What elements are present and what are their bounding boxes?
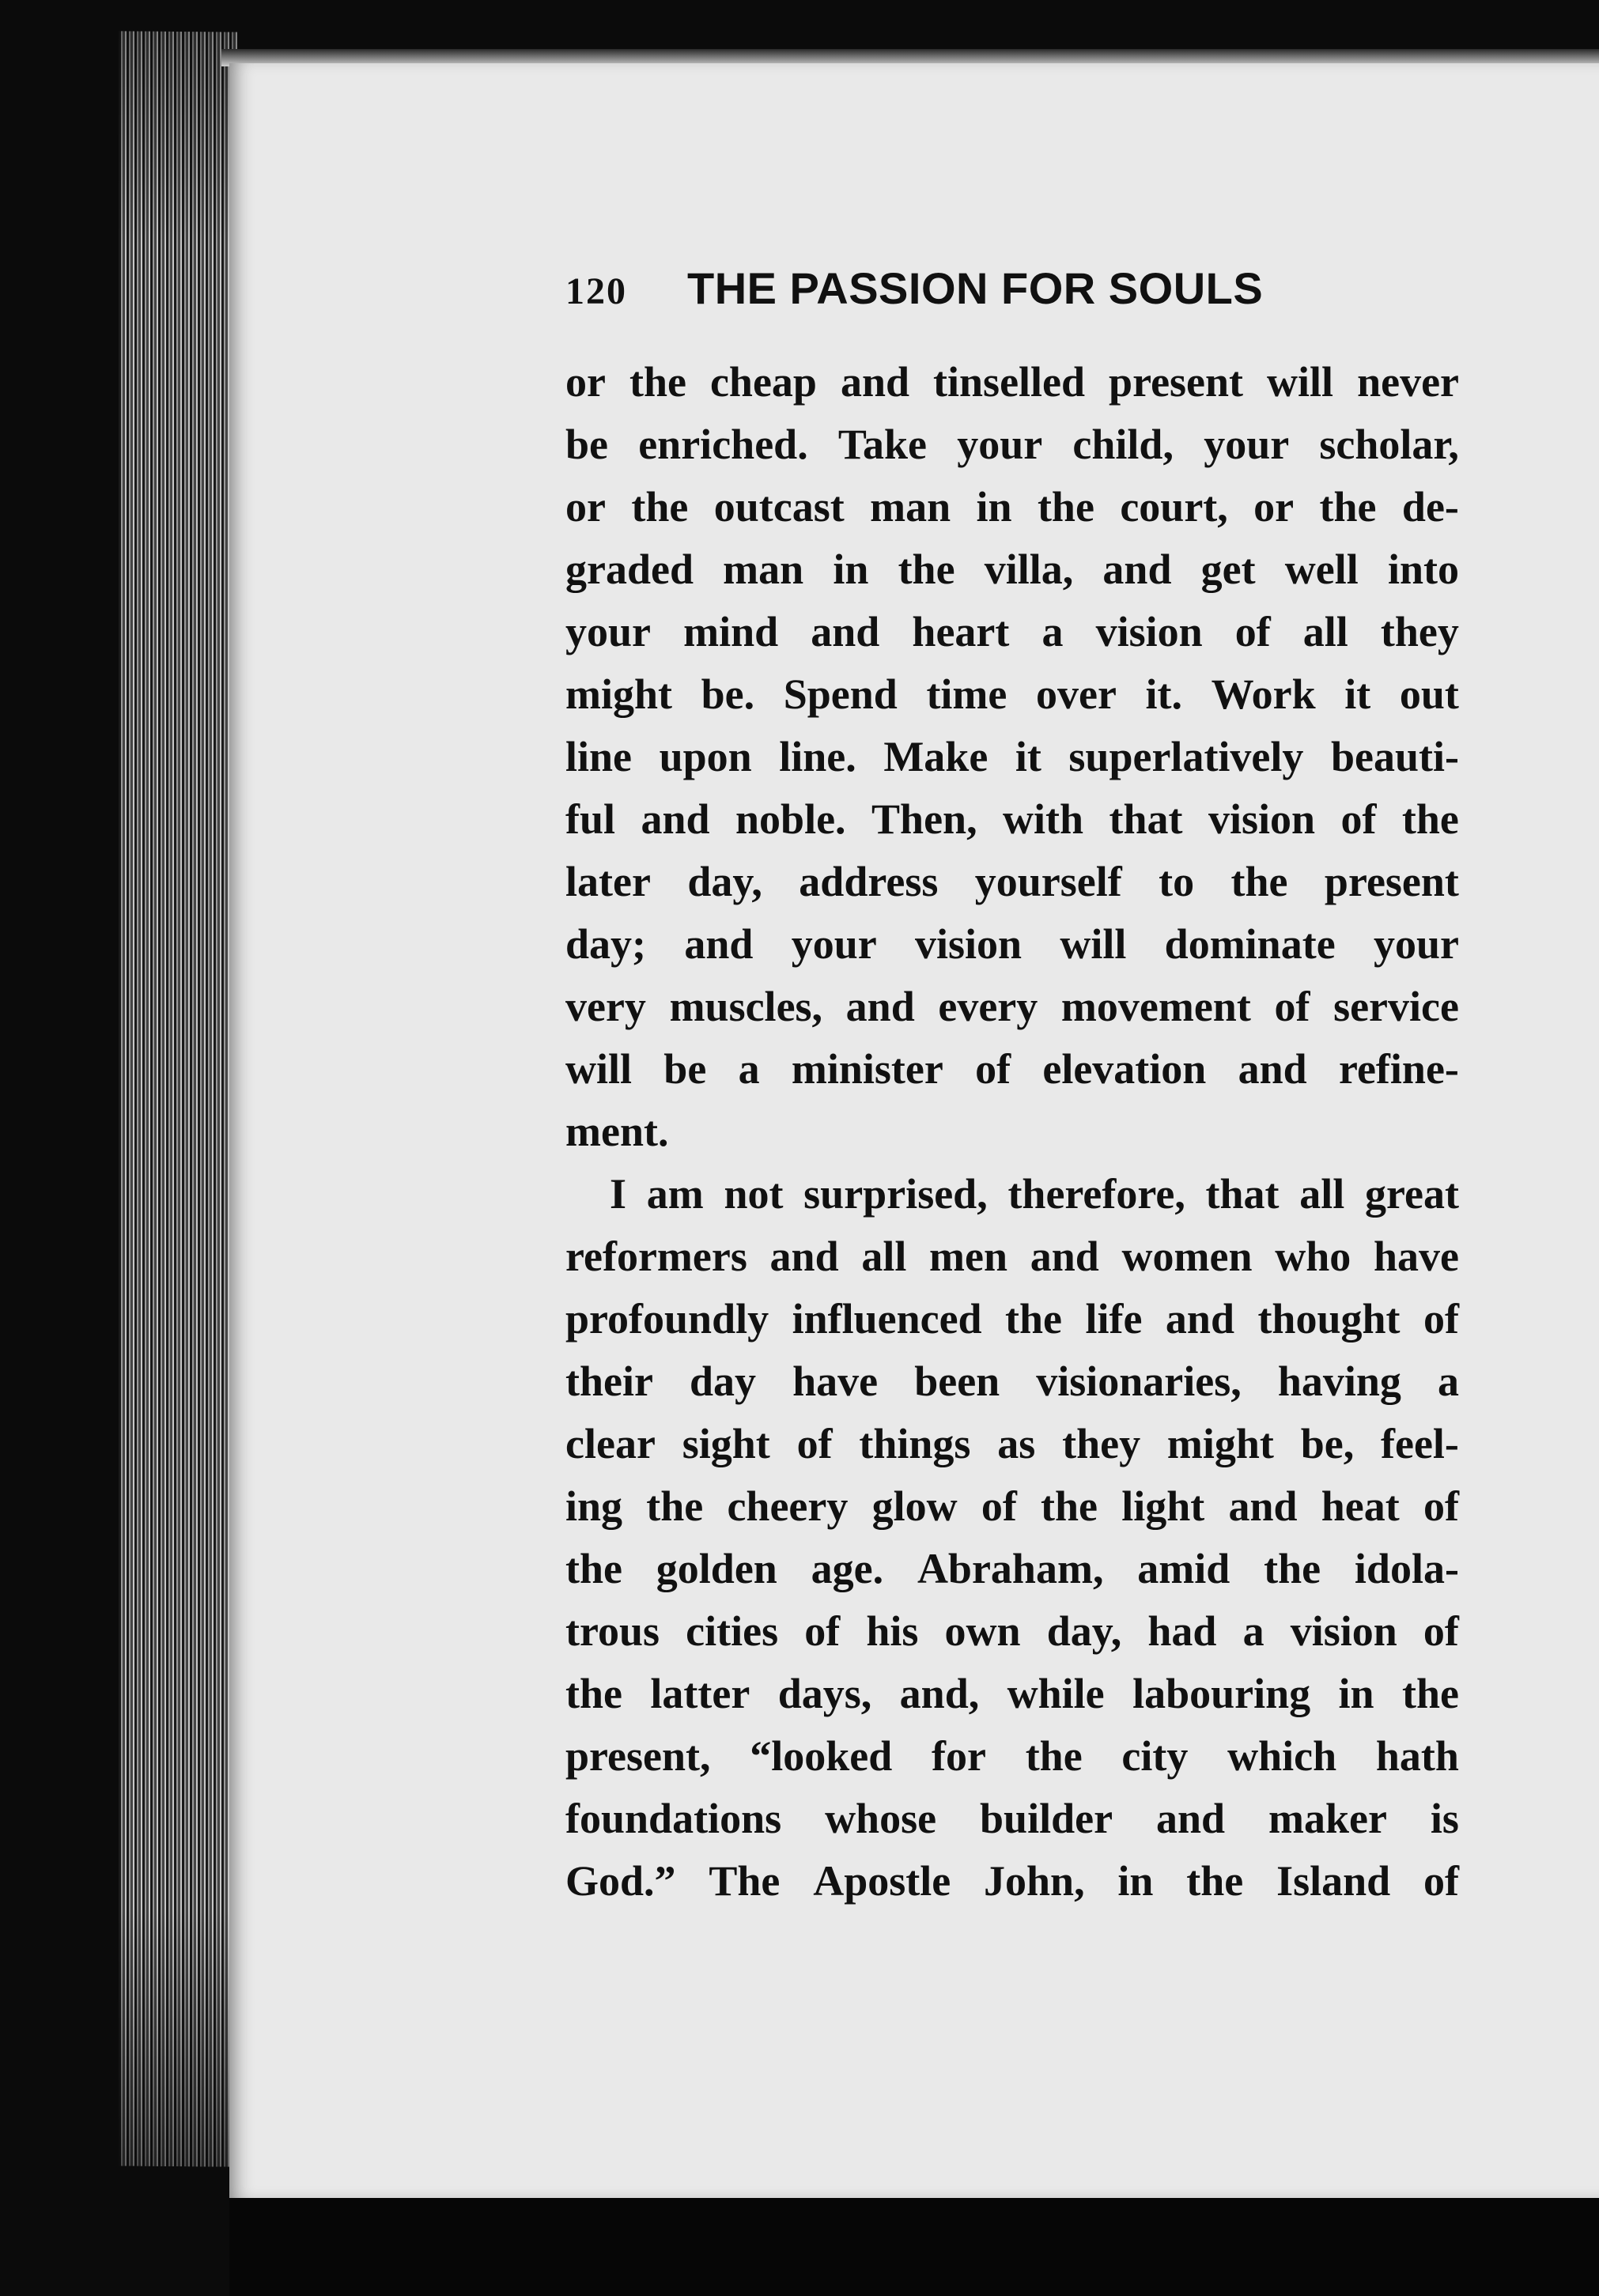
text-line [565, 1225, 1459, 1288]
word: of [796, 1420, 833, 1467]
word: day, [687, 858, 762, 905]
word: minister [791, 1045, 943, 1093]
word: profoundly [565, 1295, 769, 1342]
word: glow [871, 1482, 958, 1530]
word: the [646, 1482, 704, 1530]
word: cities [686, 1607, 779, 1655]
word: a [738, 1045, 760, 1093]
word: of [804, 1607, 841, 1655]
text-line [565, 351, 1459, 414]
word: be. [701, 670, 755, 718]
word: I [610, 1170, 627, 1218]
text-line [565, 1475, 1459, 1538]
word: the [1319, 483, 1377, 531]
word: the [1037, 483, 1094, 531]
word: and [845, 983, 915, 1030]
word: the [629, 358, 686, 406]
word: will [1060, 920, 1127, 968]
word: dominate [1164, 920, 1336, 968]
text-line [565, 1600, 1459, 1663]
word: influenced [792, 1295, 982, 1342]
word: Make [883, 733, 989, 780]
word: life [1085, 1295, 1143, 1342]
word: they [1062, 1420, 1141, 1467]
text-line-paragraph-end: ment. [565, 1108, 669, 1155]
word: and, [899, 1670, 980, 1717]
word: graded [565, 546, 694, 593]
word: Work [1211, 670, 1316, 718]
word: present [1109, 358, 1244, 406]
text-line [565, 414, 1459, 476]
word: of [1274, 983, 1310, 1030]
text-line [565, 1788, 1459, 1850]
word: great [1365, 1170, 1459, 1218]
word: of [1423, 1295, 1459, 1342]
word: address [799, 858, 939, 905]
word: time [926, 670, 1007, 718]
word: a [1242, 1607, 1264, 1655]
word: movement [1060, 983, 1251, 1030]
word: Island [1276, 1857, 1391, 1905]
word: sight [682, 1420, 770, 1467]
word: whose [825, 1795, 937, 1842]
word: be, [1300, 1420, 1355, 1467]
word: of [1423, 1482, 1459, 1530]
word: and [1228, 1482, 1298, 1530]
word: The [709, 1857, 781, 1905]
word: will [565, 1045, 633, 1093]
word: which [1227, 1732, 1337, 1780]
text-line [565, 1663, 1459, 1725]
page-header [565, 262, 1459, 326]
word: of [981, 1482, 1017, 1530]
text-line [565, 726, 1459, 788]
word: mind [683, 608, 779, 655]
word: his [866, 1607, 919, 1655]
word: idola- [1354, 1545, 1459, 1592]
word: line. [779, 733, 856, 780]
word: the [1005, 1295, 1063, 1342]
word: heat [1321, 1482, 1400, 1530]
word: in [1117, 1857, 1154, 1905]
word: Take [837, 421, 927, 468]
word: and [641, 795, 710, 843]
word: never [1357, 358, 1459, 406]
word: own [944, 1607, 1021, 1655]
word: surprised, [803, 1170, 988, 1218]
word: men [929, 1233, 1008, 1280]
word: present [1324, 858, 1459, 905]
word: day [690, 1358, 757, 1405]
word: enriched. [638, 421, 808, 468]
word: and [1102, 546, 1172, 593]
word: your [1373, 920, 1459, 968]
word: and [1165, 1295, 1234, 1342]
word: child, [1072, 421, 1174, 468]
word: scholar, [1319, 421, 1459, 468]
word: of [1340, 795, 1377, 843]
word: things [859, 1420, 971, 1467]
word: villa, [984, 546, 1074, 593]
word: noble. [735, 795, 846, 843]
word: all [1299, 1170, 1345, 1218]
text-line [565, 1725, 1459, 1788]
page-number: 120 [565, 270, 627, 312]
word: or [565, 483, 606, 531]
word: muscles, [669, 983, 823, 1030]
word: that [1205, 1170, 1280, 1218]
running-title: THE PASSION FOR SOULS [687, 263, 1264, 313]
word: days, [777, 1670, 872, 1717]
word: age. [811, 1545, 884, 1592]
word: and [1238, 1045, 1307, 1093]
word: their [565, 1358, 653, 1405]
word: and [769, 1233, 839, 1280]
word: therefore, [1007, 1170, 1185, 1218]
word: Spend [783, 670, 898, 718]
word: the [1402, 1670, 1459, 1717]
word: am [646, 1170, 704, 1218]
word: having [1277, 1358, 1401, 1405]
word: clear [565, 1420, 656, 1467]
word: in [1338, 1670, 1374, 1717]
word: maker [1268, 1795, 1387, 1842]
text-line [565, 538, 1459, 601]
word: a [1437, 1358, 1459, 1405]
word: be [565, 421, 608, 468]
word: ing [565, 1482, 623, 1530]
word: man [723, 546, 804, 593]
word: it [1015, 733, 1041, 780]
word: beauti- [1330, 733, 1459, 780]
word: outcast [713, 483, 845, 531]
word: ful [565, 795, 616, 843]
word: the [1264, 1545, 1321, 1592]
word: might [1166, 1420, 1274, 1467]
word: city [1121, 1732, 1189, 1780]
word: a [1041, 608, 1064, 655]
word: have [1373, 1233, 1459, 1280]
word: the [631, 483, 689, 531]
word: Abraham, [917, 1545, 1104, 1592]
text-line [565, 1413, 1459, 1475]
word: while [1007, 1670, 1105, 1717]
word: feel- [1381, 1420, 1459, 1467]
word: service [1333, 983, 1459, 1030]
word: that [1109, 795, 1183, 843]
word: vision [1208, 795, 1316, 843]
word: over [1035, 670, 1117, 718]
word: and [1030, 1233, 1099, 1280]
text-line [565, 851, 1459, 913]
word: the [565, 1545, 622, 1592]
word: refine- [1338, 1045, 1459, 1093]
word: all [1302, 608, 1348, 655]
word: superlatively [1068, 733, 1304, 780]
word: day; [565, 920, 647, 968]
word: labouring [1132, 1670, 1311, 1717]
word: women [1121, 1233, 1253, 1280]
word: light [1121, 1482, 1205, 1530]
word: every [938, 983, 1038, 1030]
word: have [792, 1358, 879, 1405]
word: of [1234, 608, 1271, 655]
word: the [898, 546, 955, 593]
word: get [1200, 546, 1256, 593]
word: is [1430, 1795, 1459, 1842]
word: to [1159, 858, 1195, 905]
word: the [1230, 858, 1288, 905]
word: elevation [1042, 1045, 1207, 1093]
text-line [565, 476, 1459, 538]
word: they [1380, 608, 1459, 655]
word: will [1267, 358, 1334, 406]
word: well [1284, 546, 1359, 593]
word: of [1423, 1857, 1459, 1905]
word: your [1204, 421, 1290, 468]
text-line [565, 913, 1459, 976]
word: very [565, 983, 646, 1030]
word: and [684, 920, 754, 968]
text-line [565, 1288, 1459, 1350]
word: thought [1257, 1295, 1401, 1342]
word: cheap [709, 358, 817, 406]
word: or [1253, 483, 1295, 531]
word: vision [1095, 608, 1203, 655]
word: the [1401, 795, 1459, 843]
word: vision [914, 920, 1023, 968]
word: tinselled [933, 358, 1086, 406]
body-text [565, 351, 1459, 1913]
word: trous [565, 1607, 660, 1655]
text-line [565, 976, 1459, 1038]
word: later [565, 858, 651, 905]
word: in [976, 483, 1012, 531]
text-line [565, 601, 1459, 663]
word: latter [650, 1670, 750, 1717]
text-line [565, 1038, 1459, 1101]
word: with [1003, 795, 1084, 843]
word: might [565, 670, 672, 718]
word: the [1186, 1857, 1244, 1905]
word: into [1387, 546, 1459, 593]
word: John, [984, 1857, 1085, 1905]
word: hath [1375, 1732, 1459, 1780]
word: amid [1137, 1545, 1230, 1592]
word: it [1344, 670, 1371, 718]
word: and [840, 358, 910, 406]
word: and [811, 608, 880, 655]
word: in [833, 546, 869, 593]
word: out [1399, 670, 1459, 718]
word: for [932, 1732, 986, 1780]
word: “looked [750, 1732, 893, 1780]
word: court, [1120, 483, 1228, 531]
word: Apostle [813, 1857, 951, 1905]
word: golden [656, 1545, 777, 1592]
word: it. [1145, 670, 1183, 718]
word: Then, [871, 795, 977, 843]
word: not [724, 1170, 784, 1218]
word: man [870, 483, 951, 531]
text-line [565, 1850, 1459, 1913]
word: line [565, 733, 633, 780]
book-page-edges [119, 31, 237, 2166]
text-line-paragraph-start [565, 1163, 1459, 1225]
word: your [957, 421, 1043, 468]
word: all [861, 1233, 907, 1280]
word: visionaries, [1036, 1358, 1242, 1405]
word: the [1025, 1732, 1083, 1780]
word: de- [1401, 483, 1459, 531]
word: upon [659, 733, 752, 780]
word: your [791, 920, 877, 968]
word: yourself [974, 858, 1122, 905]
scan-bottom-border [229, 2198, 1599, 2296]
word: who [1275, 1233, 1351, 1280]
word: your [565, 608, 651, 655]
word: had [1147, 1607, 1217, 1655]
word: God.” [565, 1857, 676, 1905]
word: foundations [565, 1795, 782, 1842]
word: been [914, 1358, 1000, 1405]
word: cheery [727, 1482, 849, 1530]
word: reformers [565, 1233, 747, 1280]
word: day, [1046, 1607, 1122, 1655]
word: as [997, 1420, 1036, 1467]
text-line [565, 1538, 1459, 1600]
word: heart [912, 608, 1010, 655]
word: or [565, 358, 606, 406]
word: the [565, 1670, 622, 1717]
word: vision [1290, 1607, 1397, 1655]
text-line [565, 663, 1459, 726]
text-line [565, 788, 1459, 851]
word: and [1156, 1795, 1226, 1842]
word: be [663, 1045, 707, 1093]
word: of [975, 1045, 1011, 1093]
word: of [1423, 1607, 1459, 1655]
text-line [565, 1350, 1459, 1413]
word: builder [980, 1795, 1113, 1842]
word: the [1041, 1482, 1098, 1530]
word: present, [565, 1732, 711, 1780]
